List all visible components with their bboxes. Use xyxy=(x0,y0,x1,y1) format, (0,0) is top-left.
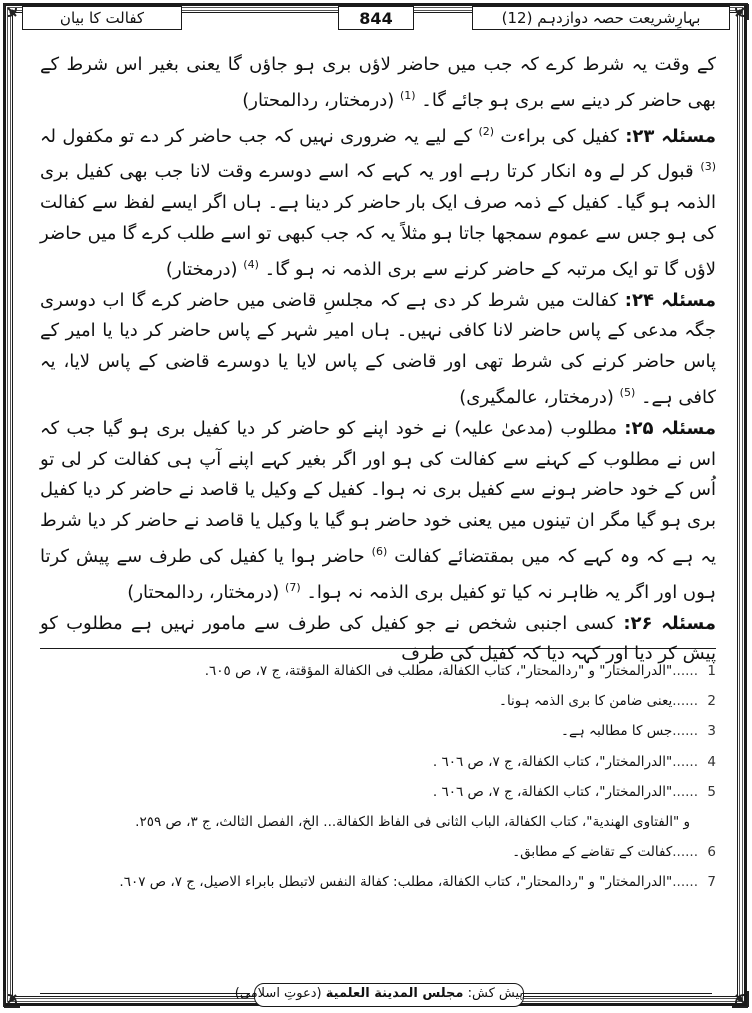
paragraph-text: کے وقت یہ شرط کرے کہ جب میں حاضر لاؤں بری ہو جاؤں گا یعنی بغیر اس شرط کے بھی حاضر کر دینے سے بری ہو جائے گا۔ xyxy=(40,54,716,111)
page-number: 844 xyxy=(338,6,414,30)
masala-24 xyxy=(40,286,716,414)
masala-label: مسئلہ ۲۵: xyxy=(624,417,716,439)
masala-label: مسئلہ ۲۴: xyxy=(624,289,716,311)
publisher-credit xyxy=(234,983,524,1007)
organization-name: (دعوتِ اسلامی) xyxy=(234,986,322,1001)
paragraph-text: کفیل کی براءت xyxy=(500,125,619,147)
footer-line xyxy=(40,993,250,994)
footnote: 2......یعنی ضامن کا بری الذمہ ہونا۔ xyxy=(40,686,716,716)
footnote: 5......"الدرالمختار"، كتاب الكفالة، ج ۷، ص ٦٠٦ . xyxy=(40,777,716,807)
footnote-number: 4 xyxy=(707,753,716,770)
page-header xyxy=(22,6,730,34)
footnote-marker: (1) xyxy=(399,88,416,102)
footnote-number: 1 xyxy=(707,663,716,679)
footnote-marker: (4) xyxy=(243,257,259,271)
paragraph-text: کفالت میں شرط کر دی ہے کہ مجلسِ قاضی میں حاضر کرے گا اب دوسری جگہ مدعی کے پاس حاضر لانا کافی نہیں۔ ہاں امیر شہر کے پاس حاضر کر دیا یا امیر کے پاس حاضر کرنے کی شرط تھی اور قاضی کے پاس لایا یا دوسرے قاضی کے پاس لایا، یہ کافی ہے۔ xyxy=(40,289,716,408)
footnote-marker: (7) xyxy=(285,580,301,594)
masala-label: مسئلہ ۲۶: xyxy=(623,612,716,634)
footnote: 7......"الدرالمختار" و "ردالمحتار"، كتاب الكفالة، مطلب: كفالة النفس لاتبطل بابراء الاصيل، ج ۷، ص ٦٠٧. xyxy=(40,867,716,897)
page-body xyxy=(40,50,716,670)
footnote-text: "الدرالمختار"، كتاب الكفالة، ج ۷، ص ٦٠٦ . xyxy=(432,783,673,800)
reference: (درمختار، عالمگیری) xyxy=(459,386,614,408)
paragraph-text: مطلوب (مدعیٰ علیہ) نے خود اپنے کو حاضر کر دیا کفیل بری ہو گیا جب کہ اس نے مطلوب کے کہنے سے کفالت کی ہو اور اگر بغیر کہے اپنے آپ ہی کفالت کر لی تو اُس کے خود حاضر ہونے سے کفیل بری نہ ہوا۔ کفیل کے وکیل یا قاصد نے حاضر کر دیا کفیل بری ہو گیا مگر ان تینوں میں یعنی خود حاضر ہو گیا یا وکیل یا قاصد نے حاضر کر دیا شرط یہ ہے کہ وہ کہے کہ میں بمقتضائے کفالت xyxy=(40,417,716,567)
footnote-marker: (6) xyxy=(371,544,388,558)
footnote-text: یعنی ضامن کا بری الذمہ ہونا۔ xyxy=(499,693,673,710)
footnote: 1......"الدرالمختار" و "ردالمحتار"، كتاب الكفالة، مطلب فی الكفالة المؤقتة، ج ۷، ص ٦٠٥. xyxy=(40,656,716,686)
book-title: بہارِشریعت حصہ دوازدہم (12) xyxy=(472,6,730,30)
footnote-marker: (2) xyxy=(478,124,495,138)
footnote xyxy=(40,807,716,837)
paragraph xyxy=(40,50,716,117)
footnotes xyxy=(40,656,716,898)
footnote-marker: (3) xyxy=(700,160,716,174)
footnote-text: و "الفتاوی الهندية"، كتاب الكفالة، الباب الثانی فی الفاظ الكفالة... الخ، الفصل الثالث، ج ۳، ص ٢٥٩. xyxy=(135,813,690,830)
footnote-text: "الدرالمختار"، كتاب الكفالة، ج ۷، ص ٦٠٦ . xyxy=(432,753,673,770)
page-footer xyxy=(0,982,752,1008)
paragraph-text: کسی اجنبی شخص نے جو کفیل کی طرف سے مامور نہیں ہے مطلوب کو پیش کر دیا اور کہہ دیا کہ کفیل کی طرف xyxy=(40,612,716,665)
footer-line xyxy=(522,993,712,994)
footnote: 3......جس کا مطالبہ ہے۔ xyxy=(40,716,716,746)
footnote-number: 7 xyxy=(707,874,716,891)
paragraph-text: قبول کر لے وہ انکار کرتا رہے اور یہ کہے کہ اسے دوسرے وقت لانا جب بھی کفیل بری الذمہ ہو گیا۔ کفیل کے ذمہ صرف ایک بار حاضر کر دینا ہے۔ ہاں اگر ایسے لفظ سے کفالت کی ہو جس سے عموم سمجھا جاتا ہو مثلاً یہ کہ جب کبھی تو اسے طلب کرے گا میں حاضر لاؤں گا تو ایک مرتبہ کے حاضر کرنے سے بری الذمہ نہ ہو گا۔ xyxy=(40,161,716,280)
footnote-number: 6 xyxy=(707,844,716,861)
footnote-number: 2 xyxy=(707,693,716,710)
footnote-divider xyxy=(40,648,716,649)
footnote-text: "الدرالمختار" و "ردالمحتار"، كتاب الكفالة، مطلب: كفالة النفس لاتبطل بابراء الاصيل، ج ۷، ص ٦٠٧. xyxy=(119,874,673,891)
footnote: 6......کفالت کے تقاضے کے مطابق۔ xyxy=(40,837,716,867)
footnote-number: 3 xyxy=(707,723,716,740)
reference: (درمختار) xyxy=(165,258,238,280)
masala-label: مسئلہ ۲۳: xyxy=(625,125,716,147)
publisher-name: مجلس المدينة العلمية xyxy=(325,986,464,1001)
footnote-text: "الدرالمختار" و "ردالمحتار"، كتاب الكفالة، مطلب فی الكفالة المؤقتة، ج ۷، ص ٦٠٥. xyxy=(204,663,673,679)
paragraph-text: کے لیے یہ ضروری نہیں کہ جب حاضر کر دے تو مکفول لہ xyxy=(40,125,473,147)
footnote: 4......"الدرالمختار"، كتاب الكفالة، ج ۷، ص ٦٠٦ . xyxy=(40,747,716,777)
footnote-text: کفالت کے تقاضے کے مطابق۔ xyxy=(512,844,673,861)
footnote-number: 5 xyxy=(707,783,716,800)
reference: (درمختار، ردالمحتار) xyxy=(127,581,280,603)
paragraph-text: حاضر ہوا یا کفیل کی طرف سے پیش کرتا ہوں اور اگر یہ ظاہر نہ کیا تو کفیل بری الذمہ نہ ہوا۔ xyxy=(40,545,716,603)
reference: (درمختار، ردالمحتار) xyxy=(242,89,395,111)
masala-25 xyxy=(40,414,716,609)
footnote-text: جس کا مطالبہ ہے۔ xyxy=(561,723,673,740)
footer-label: پیش کش: xyxy=(467,986,523,1001)
chapter-title: کفالت کا بیان xyxy=(22,6,182,30)
footnote-marker: (5) xyxy=(619,385,636,399)
masala-23 xyxy=(40,117,716,286)
